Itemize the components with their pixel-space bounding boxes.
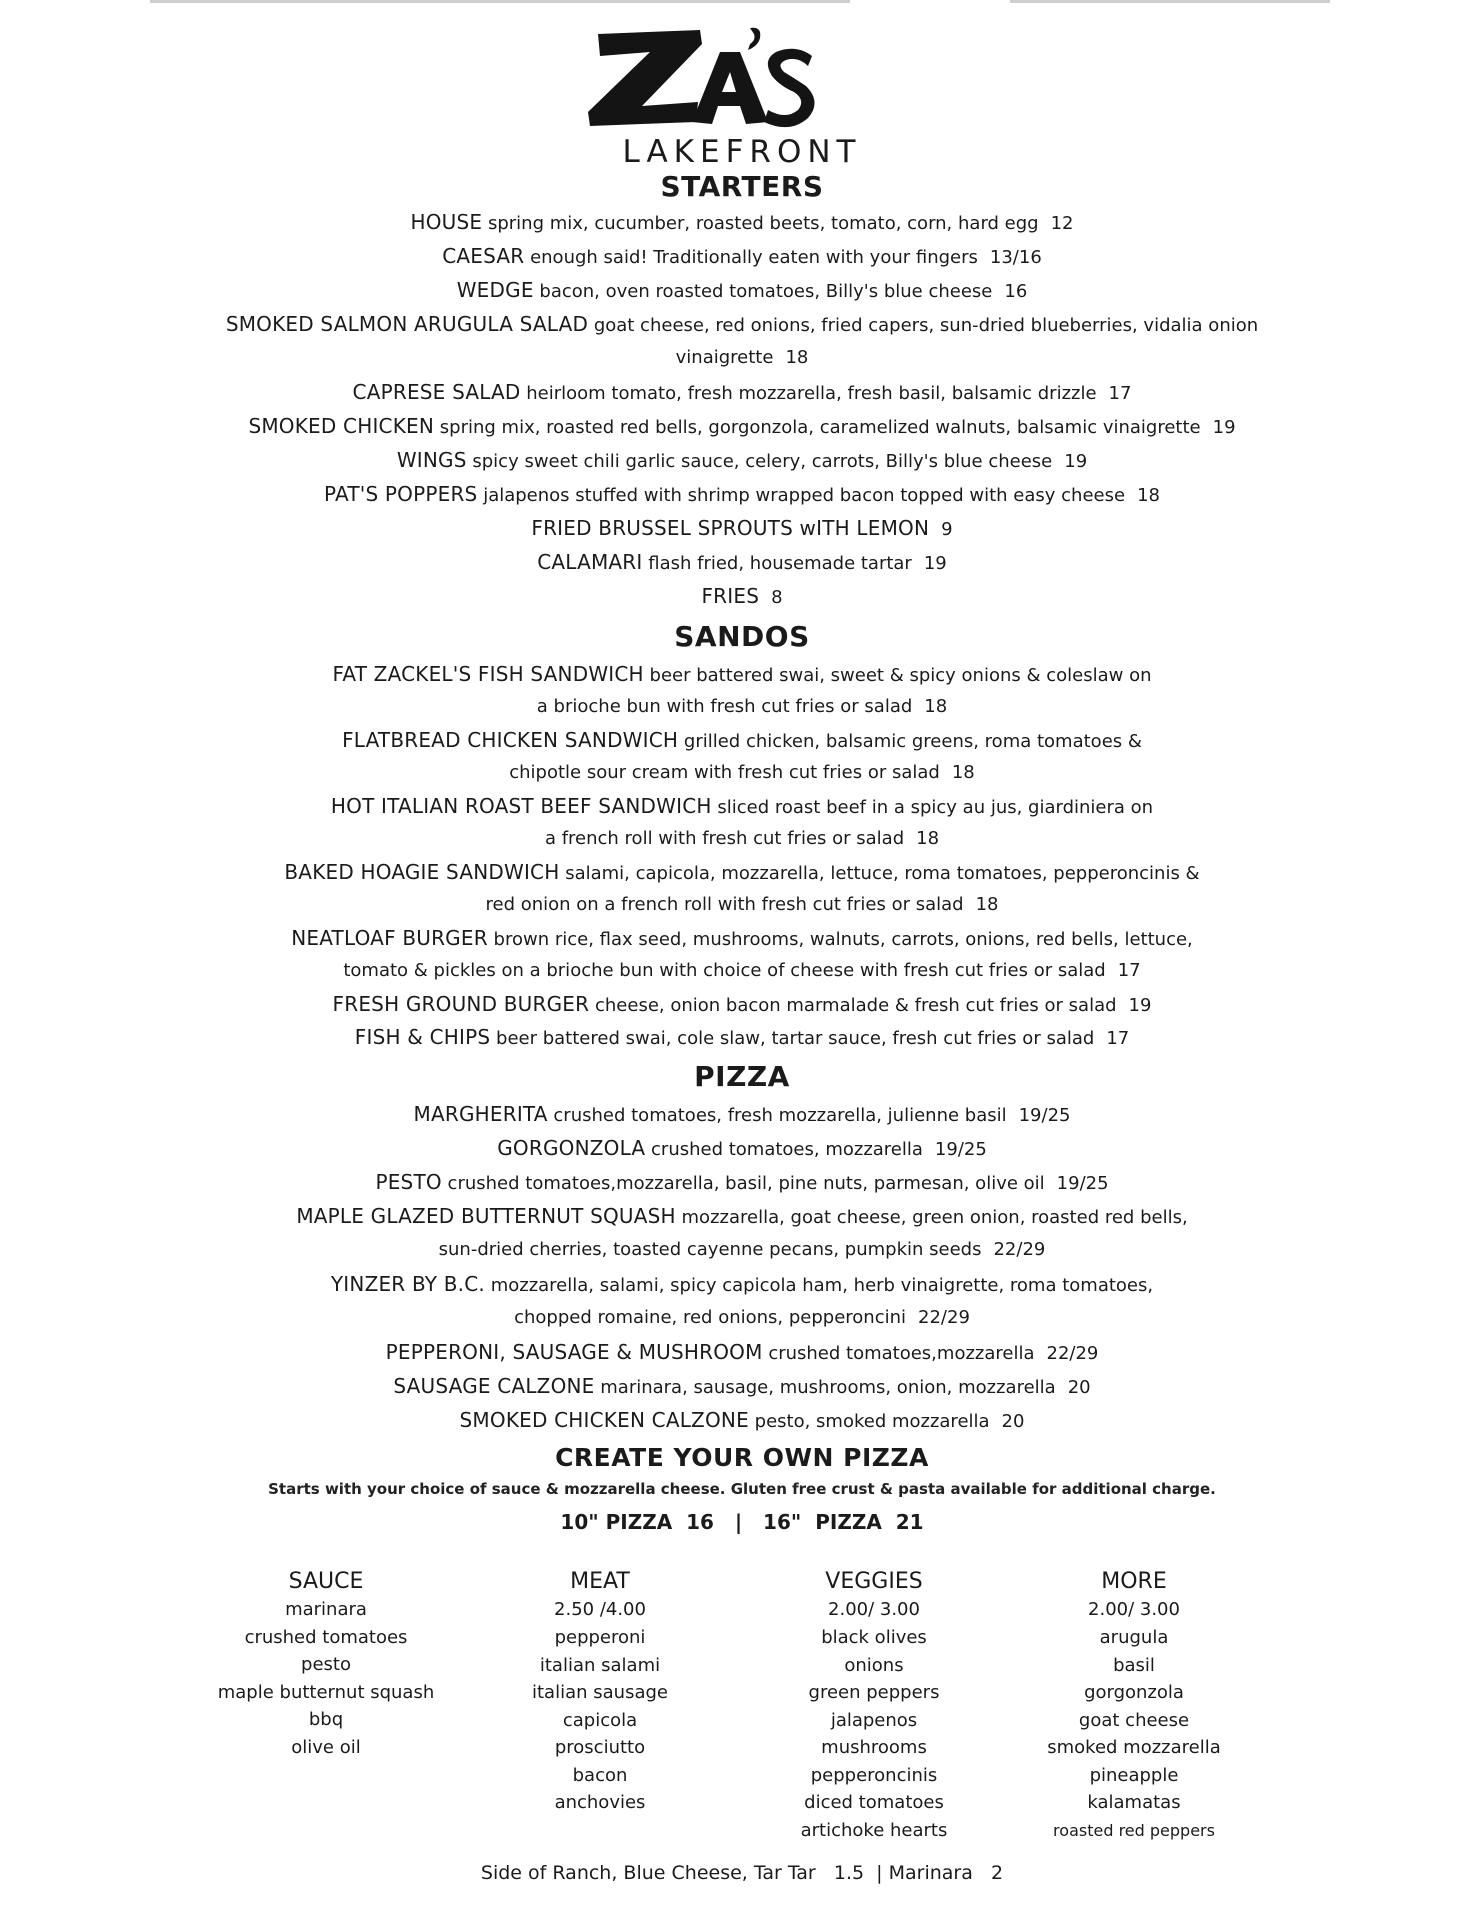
menu-item: PESTO crushed tomatoes,mozzarella, basil, pine nuts, parmesan, olive oil 19/25	[375, 1170, 1109, 1194]
list-item: artichoke hearts	[800, 1819, 948, 1841]
toppings-column-sauce	[196, 1568, 456, 1761]
menu-item: FAT ZACKEL'S FISH SANDWICH beer battered swai, sweet & spicy onions & coleslaw on	[332, 662, 1152, 686]
column-title: MEAT	[570, 1569, 630, 1594]
menu-item: FRIES 8	[701, 584, 783, 608]
scan-edge	[1010, 0, 1330, 3]
column-title: MORE	[1101, 1569, 1167, 1594]
list-item: roasted red peppers	[1053, 1820, 1215, 1840]
menu-item-continued: red onion on a french roll with fresh cut fries or salad 18	[485, 894, 999, 915]
menu-item: PEPPERONI, SAUSAGE & MUSHROOM crushed tomatoes,mozzarella 22/29	[385, 1340, 1099, 1364]
list-item: pesto	[301, 1654, 351, 1675]
menu-item: MARGHERITA crushed tomatoes, fresh mozzarella, julienne basil 19/25	[413, 1102, 1071, 1126]
menu-item: FLATBREAD CHICKEN SANDWICH grilled chicken, balsamic greens, roma tomatoes &	[342, 728, 1142, 752]
toppings-column-veggies	[744, 1568, 1004, 1844]
list-item: bacon	[572, 1764, 628, 1786]
menu-item: CAESAR enough said! Traditionally eaten with your fingers 13/16	[442, 244, 1042, 268]
list-item: italian salami	[539, 1654, 661, 1676]
menu-item: YINZER BY B.C. mozzarella, salami, spicy capicola ham, herb vinaigrette, roma tomatoes,	[330, 1272, 1154, 1296]
column-title: VEGGIES	[825, 1569, 923, 1594]
column-price: 2.00/ 3.00	[1088, 1599, 1180, 1620]
menu-item: PAT'S POPPERS jalapenos stuffed with shrimp wrapped bacon topped with easy cheese 18	[324, 482, 1160, 506]
list-item: arugula	[1099, 1627, 1169, 1648]
list-item: pineapple	[1089, 1764, 1179, 1786]
column-price: 2.50 /4.00	[554, 1599, 646, 1620]
sandos-heading: SANDOS	[674, 620, 810, 653]
toppings-column-more	[1004, 1568, 1264, 1844]
toppings-column-meat	[470, 1568, 730, 1817]
menu-item: HOT ITALIAN ROAST BEEF SANDWICH sliced roast beef in a spicy au jus, giardiniera on	[330, 794, 1154, 818]
list-item: capicola	[562, 1709, 638, 1731]
list-item: kalamatas	[1087, 1792, 1181, 1813]
menu-item: FRESH GROUND BURGER cheese, onion bacon marmalade & fresh cut fries or salad 19	[332, 992, 1152, 1016]
list-item: marinara	[285, 1599, 367, 1620]
menu-item-continued: vinaigrette 18	[675, 347, 809, 368]
brand-subtitle: LAKEFRONT	[622, 134, 862, 170]
column-title: SAUCE	[288, 1569, 364, 1594]
list-item: crushed tomatoes	[244, 1626, 408, 1648]
list-item: anchovies	[554, 1792, 646, 1813]
menu-item-continued: chipotle sour cream with fresh cut fries or salad 18	[509, 762, 975, 783]
menu-item: SAUSAGE CALZONE marinara, sausage, mushrooms, onion, mozzarella 20	[393, 1374, 1091, 1398]
menu-item: FRIED BRUSSEL SPROUTS wITH LEMON 9	[531, 516, 953, 540]
sides-footer: Side of Ranch, Blue Cheese, Tar Tar 1.5 | Marinara 2	[480, 1862, 1004, 1884]
menu-item: SMOKED CHICKEN spring mix, roasted red bells, gorgonzola, caramelized walnuts, balsamic vinaigrette 19	[248, 414, 1236, 438]
menu-item-continued: a french roll with fresh cut fries or salad 18	[544, 828, 940, 849]
list-item: prosciutto	[554, 1737, 646, 1758]
list-item: bbq	[308, 1709, 344, 1730]
menu-item: SMOKED SALMON ARUGULA SALAD goat cheese, red onions, fried capers, sun-dried blueberries, vidalia onion	[225, 312, 1259, 336]
starters-heading: STARTERS	[660, 170, 824, 203]
list-item: basil	[1113, 1654, 1155, 1676]
list-item: pepperoncinis	[810, 1764, 938, 1786]
menu-item-continued: sun-dried cherries, toasted cayenne pecans, pumpkin seeds 22/29	[438, 1239, 1046, 1260]
list-item: smoked mozzarella	[1047, 1737, 1221, 1758]
menu-item: NEATLOAF BURGER brown rice, flax seed, mushrooms, walnuts, carrots, onions, red bells, lettuce,	[291, 926, 1193, 950]
list-item: gorgonzola	[1084, 1682, 1184, 1703]
menu-item: FISH & CHIPS beer battered swai, cole slaw, tartar sauce, fresh cut fries or salad 17	[354, 1025, 1130, 1049]
list-item: onions	[844, 1654, 904, 1676]
pizza-heading: PIZZA	[694, 1060, 790, 1093]
list-item: mushrooms	[821, 1737, 927, 1758]
list-item: diced tomatoes	[804, 1792, 944, 1813]
list-item: jalapenos	[830, 1709, 918, 1731]
list-item: maple butternut squash	[217, 1681, 435, 1703]
menu-item: WEDGE bacon, oven roasted tomatoes, Billy's blue cheese 16	[456, 278, 1028, 302]
menu-item: SMOKED CHICKEN CALZONE pesto, smoked mozzarella 20	[459, 1408, 1025, 1432]
restaurant-logo	[580, 22, 820, 132]
list-item: olive oil	[291, 1736, 361, 1758]
pizza-sizes: 10" PIZZA 16 | 16" PIZZA 21	[560, 1510, 924, 1534]
list-item: pepperoni	[554, 1627, 646, 1648]
list-item: goat cheese	[1078, 1709, 1190, 1731]
menu-item: CALAMARI flash fried, housemade tartar 19	[537, 550, 947, 574]
create-your-own-note: Starts with your choice of sauce & mozzarella cheese. Gluten free crust & pasta available for additional charge.	[268, 1480, 1216, 1498]
column-price: 2.00/ 3.00	[828, 1599, 920, 1620]
list-item: italian sausage	[532, 1682, 668, 1703]
menu-item: BAKED HOAGIE SANDWICH salami, capicola, mozzarella, lettuce, roma tomatoes, pepperoncinis &	[284, 860, 1200, 884]
menu-item: GORGONZOLA crushed tomatoes, mozzarella 19/25	[497, 1136, 987, 1160]
scan-edge	[150, 0, 850, 3]
menu-item-continued: tomato & pickles on a brioche bun with choice of cheese with fresh cut fries or salad 17	[343, 960, 1141, 981]
menu-item-continued: a brioche bun with fresh cut fries or salad 18	[536, 696, 948, 717]
list-item: green peppers	[808, 1682, 940, 1703]
menu-item: WINGS spicy sweet chili garlic sauce, celery, carrots, Billy's blue cheese 19	[396, 448, 1088, 472]
create-your-own-heading: CREATE YOUR OWN PIZZA	[555, 1443, 929, 1472]
menu-item-continued: chopped romaine, red onions, pepperoncini 22/29	[514, 1307, 970, 1328]
menu-item: CAPRESE SALAD heirloom tomato, fresh mozzarella, fresh basil, balsamic drizzle 17	[352, 380, 1132, 404]
menu-item: MAPLE GLAZED BUTTERNUT SQUASH mozzarella, goat cheese, green onion, roasted red bells,	[296, 1204, 1188, 1228]
menu-item: HOUSE spring mix, cucumber, roasted beets, tomato, corn, hard egg 12	[410, 210, 1074, 234]
list-item: black olives	[821, 1627, 927, 1648]
